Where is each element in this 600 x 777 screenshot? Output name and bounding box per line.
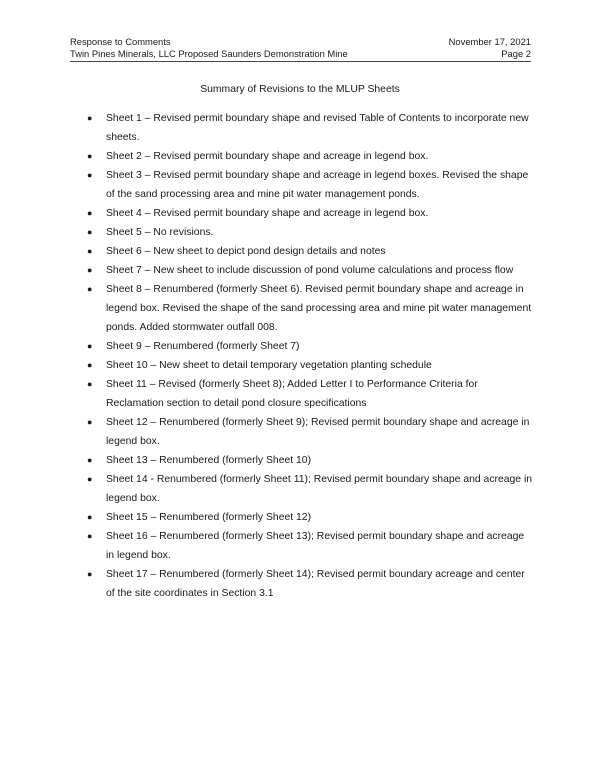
revision-text: Sheet 16 – Renumbered (formerly Sheet 13); Revised permit boundary shape and acreage in legend box. — [106, 531, 525, 561]
bullet-icon: ● — [87, 512, 93, 522]
bullet-icon: ● — [87, 417, 93, 427]
bullet-icon: ● — [87, 569, 93, 579]
list-item — [87, 565, 534, 603]
bullet-icon: ● — [87, 170, 93, 180]
list-item — [87, 527, 534, 565]
revision-text: Sheet 9 – Renumbered (formerly Sheet 7) — [106, 341, 300, 352]
revisions-list — [0, 109, 600, 603]
revision-text: Sheet 13 – Renumbered (formerly Sheet 10) — [106, 455, 312, 466]
revision-text: Sheet 6 – New sheet to depict pond design details and notes — [106, 246, 386, 257]
list-item — [87, 242, 534, 261]
list-item — [87, 223, 534, 242]
header-project-name: Twin Pines Minerals, LLC Proposed Saunders Demonstration Mine — [70, 47, 348, 59]
bullet-icon: ● — [87, 113, 93, 123]
header-divider — [70, 61, 531, 62]
revision-text: Sheet 5 – No revisions. — [106, 227, 214, 238]
list-item — [87, 147, 534, 166]
header-document-type: Response to Comments — [70, 36, 171, 47]
bullet-icon: ● — [87, 360, 93, 370]
revision-text: Sheet 3 – Revised permit boundary shape and acreage in legend boxes. Revised the shape of the sand processing area and mine pit water management ponds. — [106, 170, 529, 200]
revision-text: Sheet 17 – Renumbered (formerly Sheet 14); Revised permit boundary acreage and center of the site coordinates in Section 3.1 — [106, 569, 525, 599]
revision-text: Sheet 11 – Revised (formerly Sheet 8); Added Letter I to Performance Criteria for Reclamation section to detail pond closure specifications — [106, 379, 478, 409]
revision-text: Sheet 7 – New sheet to include discussion of pond volume calculations and process flow — [106, 265, 514, 276]
header-row-1 — [70, 36, 531, 48]
section-title: Summary of Revisions to the MLUP Sheets — [200, 84, 400, 95]
revision-text: Sheet 1 – Revised permit boundary shape and revised Table of Contents to incorporate new sheets. — [106, 113, 529, 143]
bullet-icon: ● — [87, 227, 93, 237]
bullet-icon: ● — [87, 531, 93, 541]
list-item — [87, 375, 534, 413]
revision-text: Sheet 4 – Revised permit boundary shape and acreage in legend box. — [106, 208, 429, 219]
bullet-icon: ● — [87, 246, 93, 256]
revision-text: Sheet 14 - Renumbered (formerly Sheet 11); Revised permit boundary shape and acreage in legend box. — [106, 474, 533, 504]
list-item — [87, 413, 534, 451]
bullet-icon: ● — [87, 208, 93, 218]
bullet-icon: ● — [87, 151, 93, 161]
list-item — [87, 166, 534, 204]
bullet-icon: ● — [87, 379, 93, 389]
list-item — [87, 261, 534, 280]
revision-text: Sheet 2 – Revised permit boundary shape and acreage in legend box. — [106, 151, 429, 162]
bullet-icon: ● — [87, 341, 93, 351]
list-item — [87, 356, 534, 375]
list-item — [87, 337, 534, 356]
header-row-2 — [70, 48, 531, 60]
list-item — [87, 470, 534, 508]
revision-text: Sheet 10 – New sheet to detail temporary vegetation planting schedule — [106, 360, 432, 371]
list-item — [87, 451, 534, 470]
list-item — [87, 109, 534, 147]
page-header — [70, 36, 531, 59]
bullet-icon: ● — [87, 265, 93, 275]
revision-text: Sheet 8 – Renumbered (formerly Sheet 6). Revised permit boundary shape and acreage in legend box. Revised the shape of the sand processing area and mine pit water management ponds. Added stormwater outfall 008. — [106, 284, 532, 333]
list-item — [87, 280, 534, 337]
header-page-number: Page 2 — [501, 47, 531, 59]
bullet-icon: ● — [87, 474, 93, 484]
revision-text: Sheet 12 – Renumbered (formerly Sheet 9); Revised permit boundary shape and acreage in legend box. — [106, 417, 530, 447]
list-item — [87, 508, 534, 527]
list-item — [87, 204, 534, 223]
bullet-icon: ● — [87, 284, 93, 294]
revision-text: Sheet 15 – Renumbered (formerly Sheet 12) — [106, 512, 312, 523]
header-date: November 17, 2021 — [448, 36, 531, 47]
bullet-icon: ● — [87, 455, 93, 465]
